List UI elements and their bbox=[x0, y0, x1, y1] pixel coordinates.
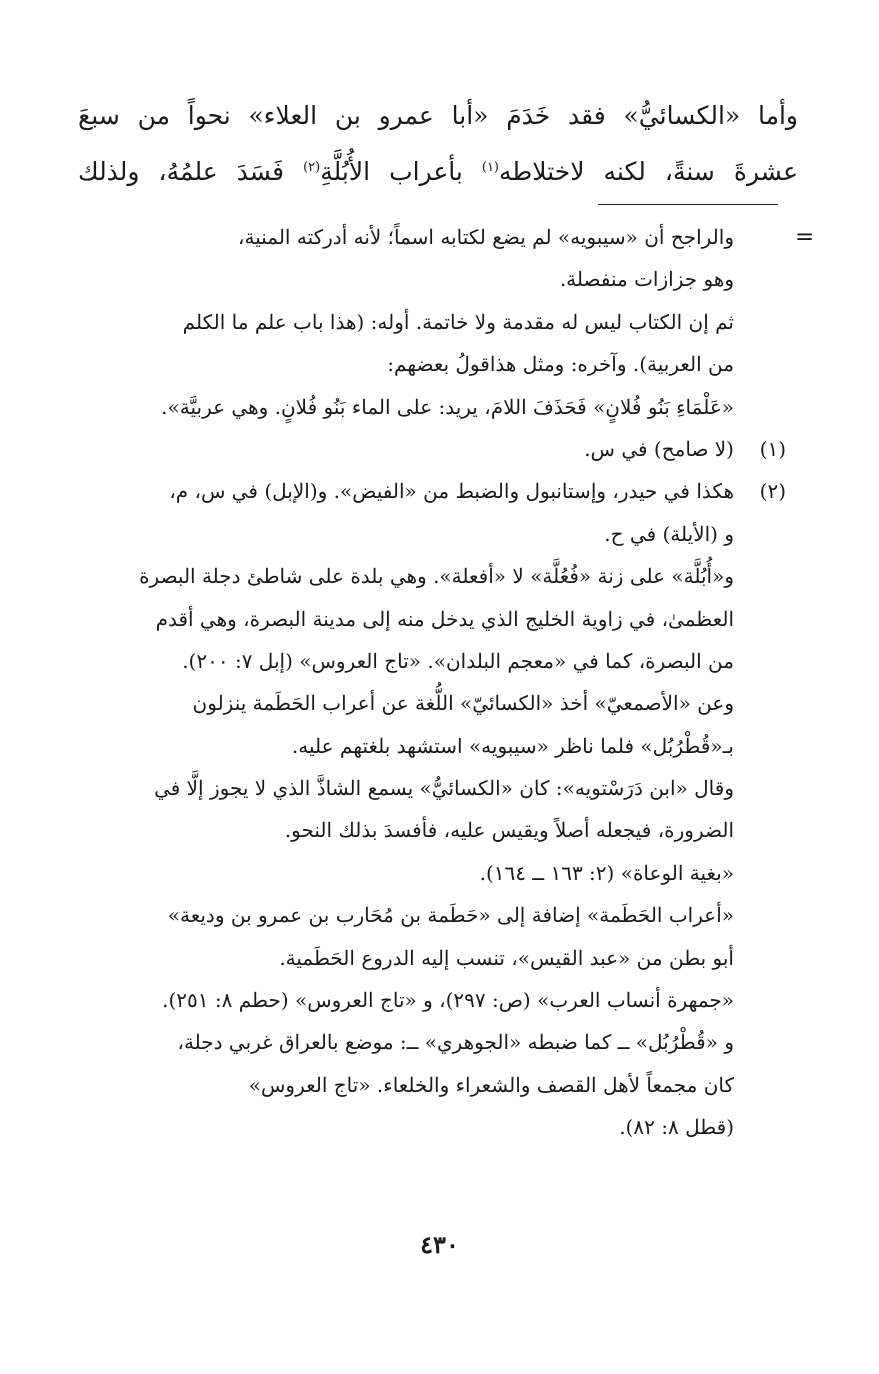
main-text-line bbox=[78, 88, 798, 144]
main-text-segment: بأعراب الأُبُلَّةِ bbox=[320, 157, 482, 186]
footnote-2-line: العظمىٰ، في زاوية الخليج الذي يدخل منه إلى مدينة البصرة، وهي أقدم bbox=[155, 606, 734, 631]
footnote-2-line: بـ«قُطْرُبُل» فلما ناظر «سيبويه» استشهد بلغتهم عليه. bbox=[291, 733, 734, 758]
footnote-2-number: (٢) bbox=[759, 479, 786, 504]
main-text-segment: وأما «الكسائيُّ» فقد خَدَمَ «أبا عمرو بن العلاء» نحواً من سبعَ bbox=[78, 101, 798, 130]
footnote-2-line: وعن «الأصمعيّ» أخذ «الكسائيّ» اللُّغة عن أعراب الحَطَمة ينزلون bbox=[192, 691, 734, 716]
footnote-continuation-line: من العربية). وآخره: ومثل هذاقولُ بعضهم: bbox=[387, 352, 734, 377]
main-text-line bbox=[78, 144, 798, 200]
footnote-2-line: الضرورة، فيجعله أصلاً ويقيس عليه، فأفسدَ بذلك النحو. bbox=[284, 818, 734, 843]
footnote-separator-rule bbox=[598, 204, 778, 205]
footnote-1 bbox=[86, 428, 786, 470]
footnotes-section bbox=[86, 216, 786, 1149]
main-paragraph bbox=[78, 88, 798, 200]
footnote-2-first-line: هكذا في حيدر، وإستانبول والضبط من «الفيض». و(الإبل) في س، م، bbox=[169, 479, 734, 504]
footnote-continuation-line: وهو جزازات منفصلة. bbox=[559, 267, 734, 292]
footnote-2 bbox=[86, 470, 786, 512]
footnote-continuation-marker: = bbox=[795, 224, 815, 250]
footnote-2-line: و (الأيلة) في ح. bbox=[604, 521, 734, 546]
footnote-continuation-line: ثم إن الكتاب ليس له مقدمة ولا خاتمة. أوله: (هذا باب علم ما الكلم bbox=[182, 309, 734, 334]
footnote-2-line: «بغية الوعاة» (٢: ١٦٣ ــ ١٦٤). bbox=[479, 860, 734, 885]
footnote-2-line: «أعراب الحَطَمة» إضافة إلى «حَطَمة بن مُحَارب بن عمرو بن وديعة» bbox=[167, 903, 734, 928]
footnote-2-line: و«أُبُلَّة» على زنة «فُعُلَّة» لا «أفعلة». وهي بلدة على شاطئ دجلة البصرة bbox=[139, 564, 734, 589]
footnote-continuation-line: والراجح أن «سيبويه» لم يضع لكتابه اسماً؛ لأنه أدركته المنية، bbox=[238, 225, 734, 249]
footnote-2-line: «جمهرة أنساب العرب» (ص: ٢٩٧)، و «تاج العروس» (حطم ٨: ٢٥١). bbox=[162, 988, 734, 1013]
footnote-ref-2[interactable]: (٢) bbox=[303, 160, 321, 175]
page-number: ٤٣٠ bbox=[420, 1230, 459, 1259]
footnote-2-line: (قطل ٨: ٨٢). bbox=[619, 1115, 734, 1140]
main-text-segment: فَسَدَ علمُهُ، ولذلك bbox=[78, 157, 304, 186]
footnote-2-line: و «قُطْرُبُل» ــ كما ضبطه «الجوهري» ــ: موضع بالعراق غربي دجلة، bbox=[177, 1030, 734, 1055]
footnote-1-text: (لا صامح) في س. bbox=[584, 436, 734, 461]
footnote-2-line: أبو بطن من «عبد القيس»، تنسب إليه الدروع الحَطَمية. bbox=[279, 945, 734, 970]
main-text-segment: عشرةَ سنةً، لكنه لاختلاطه bbox=[499, 157, 798, 186]
footnote-2-line: وقال «ابن دَرَسْتويه»: كان «الكسائيُّ» يسمع الشاذَّ الذي لا يجوز إلَّا في bbox=[154, 776, 734, 801]
footnote-2-line: من البصرة، كما في «معجم البلدان». «تاج العروس» (إبل ٧: ٢٠٠). bbox=[182, 648, 734, 673]
footnote-continuation-line: «عَلْمَاءِ بَنُو فُلانٍ» فَحَذَفَ اللامَ، يريد: على الماء بَنُو فُلانٍ. وهي عربيَّة». bbox=[161, 394, 734, 419]
footnote-1-number: (١) bbox=[759, 436, 786, 461]
footnote-2-line: كان مجمعاً لأهل القصف والشعراء والخلعاء. «تاج العروس» bbox=[248, 1072, 734, 1097]
footnote-ref-1[interactable]: (١) bbox=[481, 160, 499, 175]
